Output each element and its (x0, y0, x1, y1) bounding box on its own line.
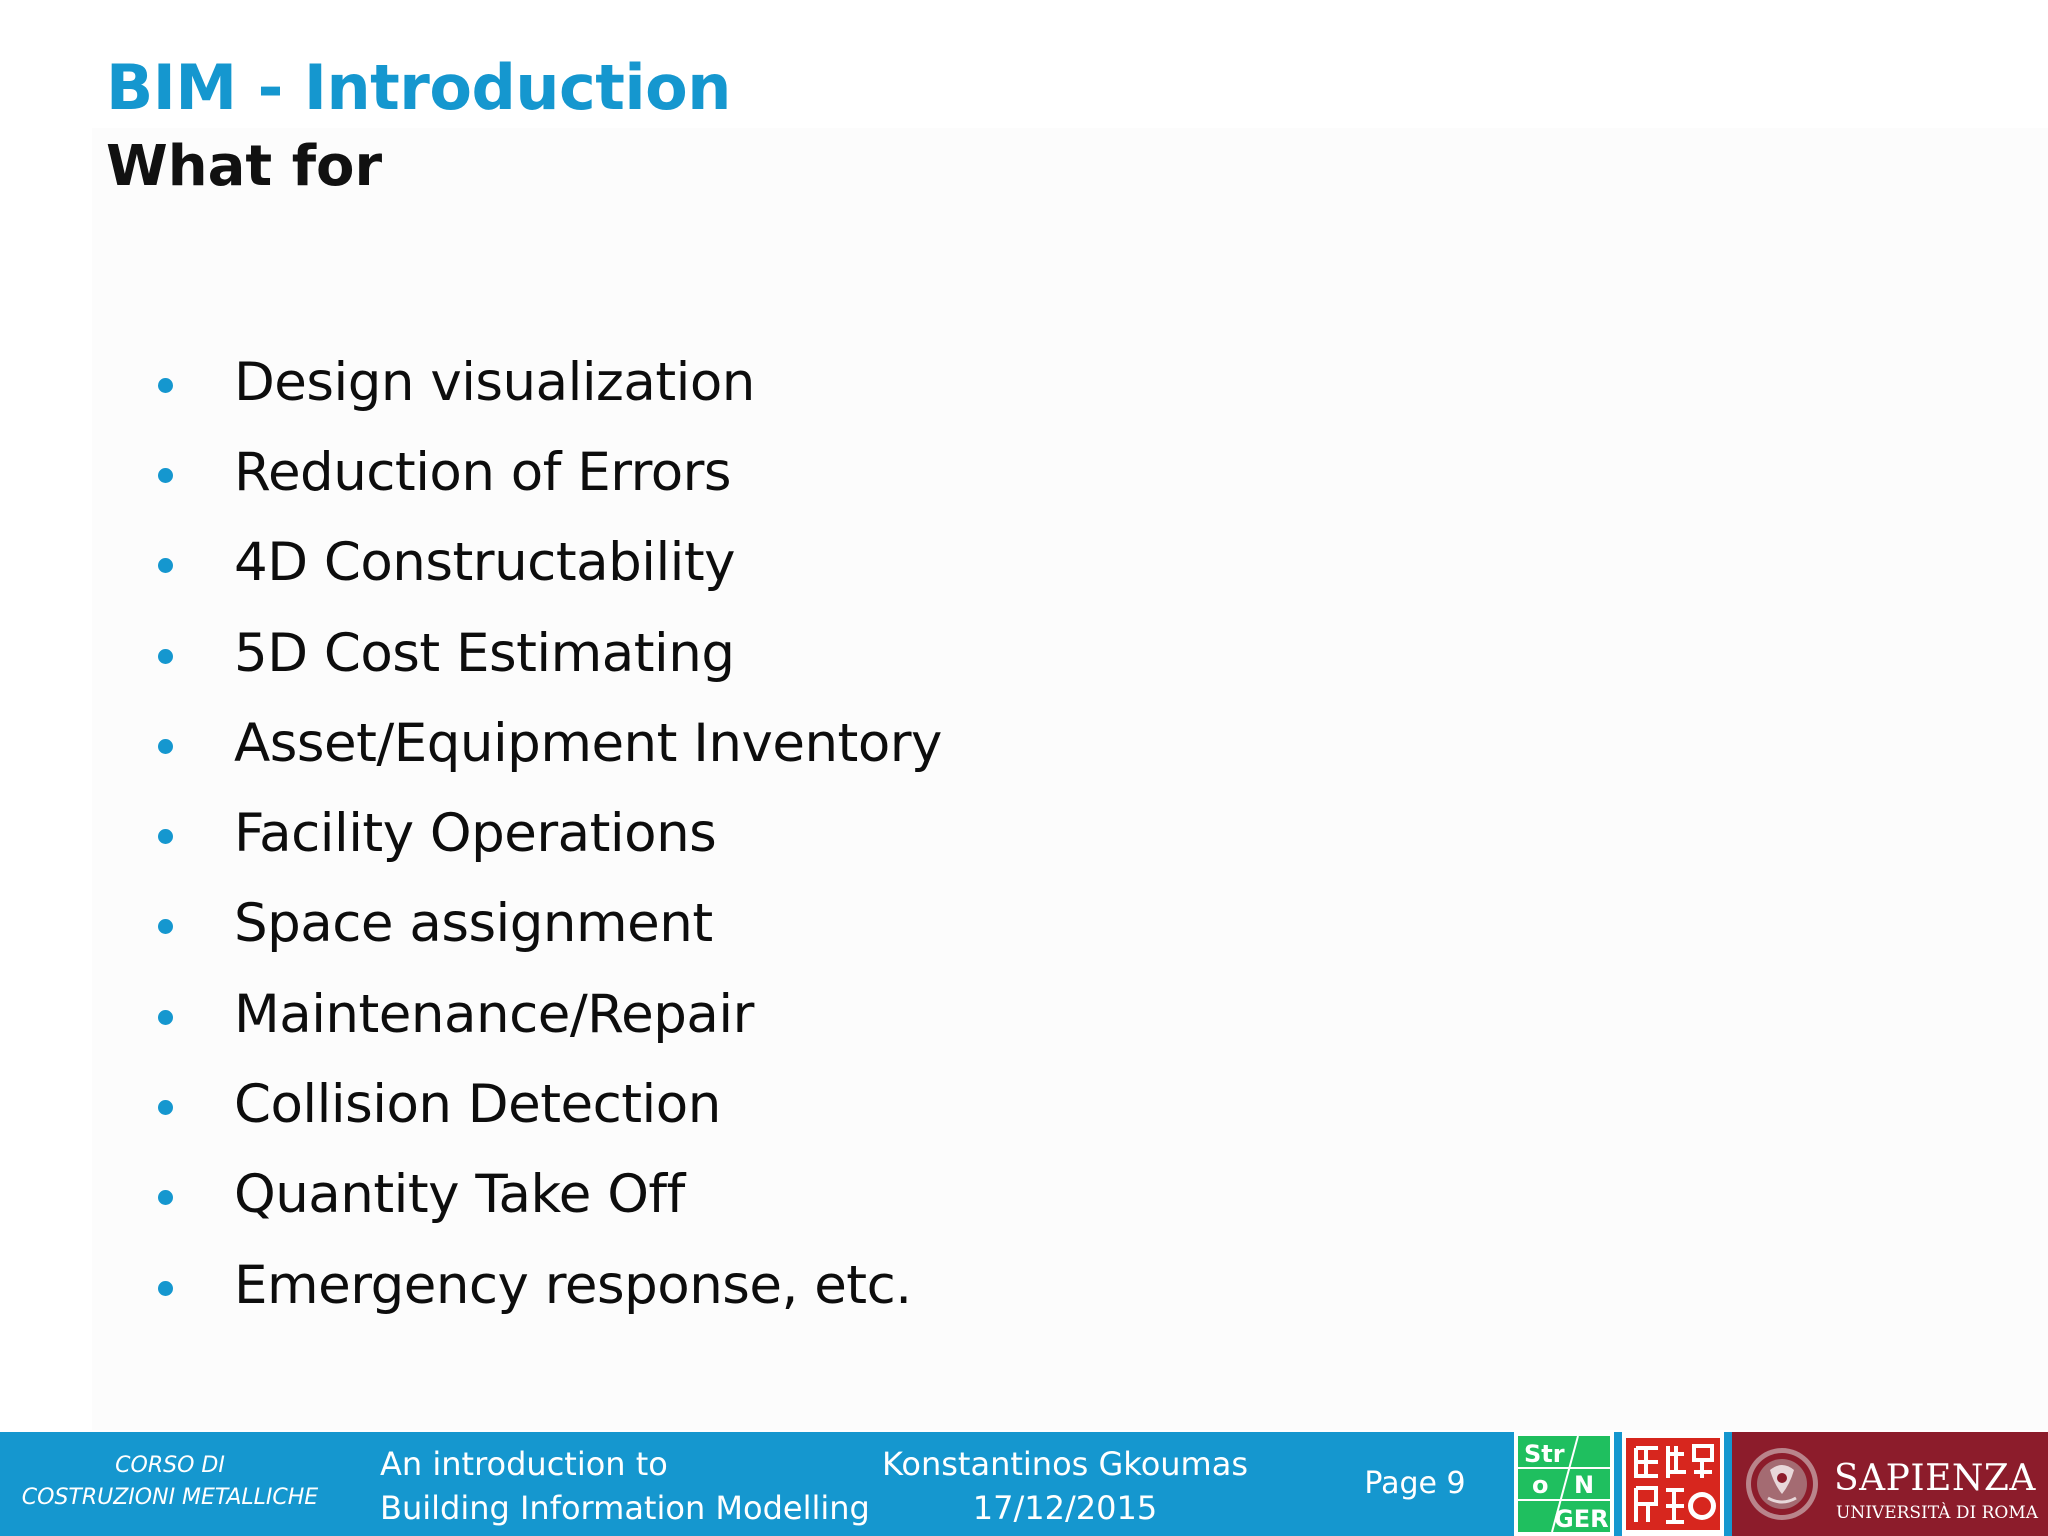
bullet-text: Quantity Take Off (234, 1164, 685, 1225)
stronger-text-bottom: GER (1554, 1505, 1609, 1533)
footer-course-line1: CORSO DI (115, 1453, 225, 1478)
footer-page-number: Page 9 (1364, 1466, 1466, 1501)
bullet-icon (158, 739, 173, 754)
bullet-icon (158, 1190, 173, 1205)
footer-author-block (880, 1442, 1250, 1530)
footer-lecture-title (380, 1442, 870, 1530)
sapienza-crest-icon (1746, 1448, 1818, 1520)
bullet-text: Design visualization (234, 352, 755, 413)
footer-author: Konstantinos Gkoumas (882, 1445, 1248, 1483)
bullet-text: Collision Detection (234, 1074, 721, 1135)
slide-title: BIM - Introduction (106, 51, 731, 124)
sapienza-subname: UNIVERSITÀ DI ROMA (1836, 1503, 2039, 1523)
footer-date: 17/12/2015 (972, 1489, 1158, 1527)
footer-lecture-line1: An introduction to (380, 1445, 668, 1483)
sapienza-name: SAPIENZA (1834, 1458, 2036, 1499)
bullet-text: Facility Operations (234, 803, 717, 864)
stronger-logo-icon (1514, 1432, 1614, 1536)
footer-course-line2: COSTRUZIONI METALLICHE (21, 1485, 319, 1510)
bullet-text: Emergency response, etc. (234, 1255, 912, 1316)
bullet-text: Maintenance/Repair (234, 984, 754, 1045)
bullet-icon (158, 919, 173, 934)
bullet-icon (158, 829, 173, 844)
bullet-text: Asset/Equipment Inventory (234, 713, 942, 774)
bullet-icon (158, 649, 173, 664)
bullet-icon (158, 1010, 173, 1025)
bullet-text: 4D Constructability (234, 532, 736, 593)
bullet-icon (158, 1281, 173, 1296)
bullet-text: Space assignment (234, 893, 713, 954)
bullet-item (0, 1255, 1200, 1348)
bullet-text: 5D Cost Estimating (234, 623, 735, 684)
stronger-text-top: Str (1524, 1440, 1565, 1468)
bullet-icon (158, 468, 173, 483)
stronger-text-mid-right: N (1574, 1471, 1595, 1499)
bullet-icon (158, 378, 173, 393)
footer-course (10, 1450, 330, 1514)
bullet-text: Reduction of Errors (234, 442, 732, 503)
bullet-icon (158, 1100, 173, 1115)
stronger-text-mid-left: o (1532, 1471, 1549, 1499)
slide-subtitle: What for (106, 134, 383, 199)
footer-lecture-line2: Building Information Modelling (380, 1489, 870, 1527)
red-seal-stamp-icon (1622, 1432, 1724, 1536)
sapienza-logo-icon (1732, 1432, 2048, 1536)
bullet-icon (158, 558, 173, 573)
